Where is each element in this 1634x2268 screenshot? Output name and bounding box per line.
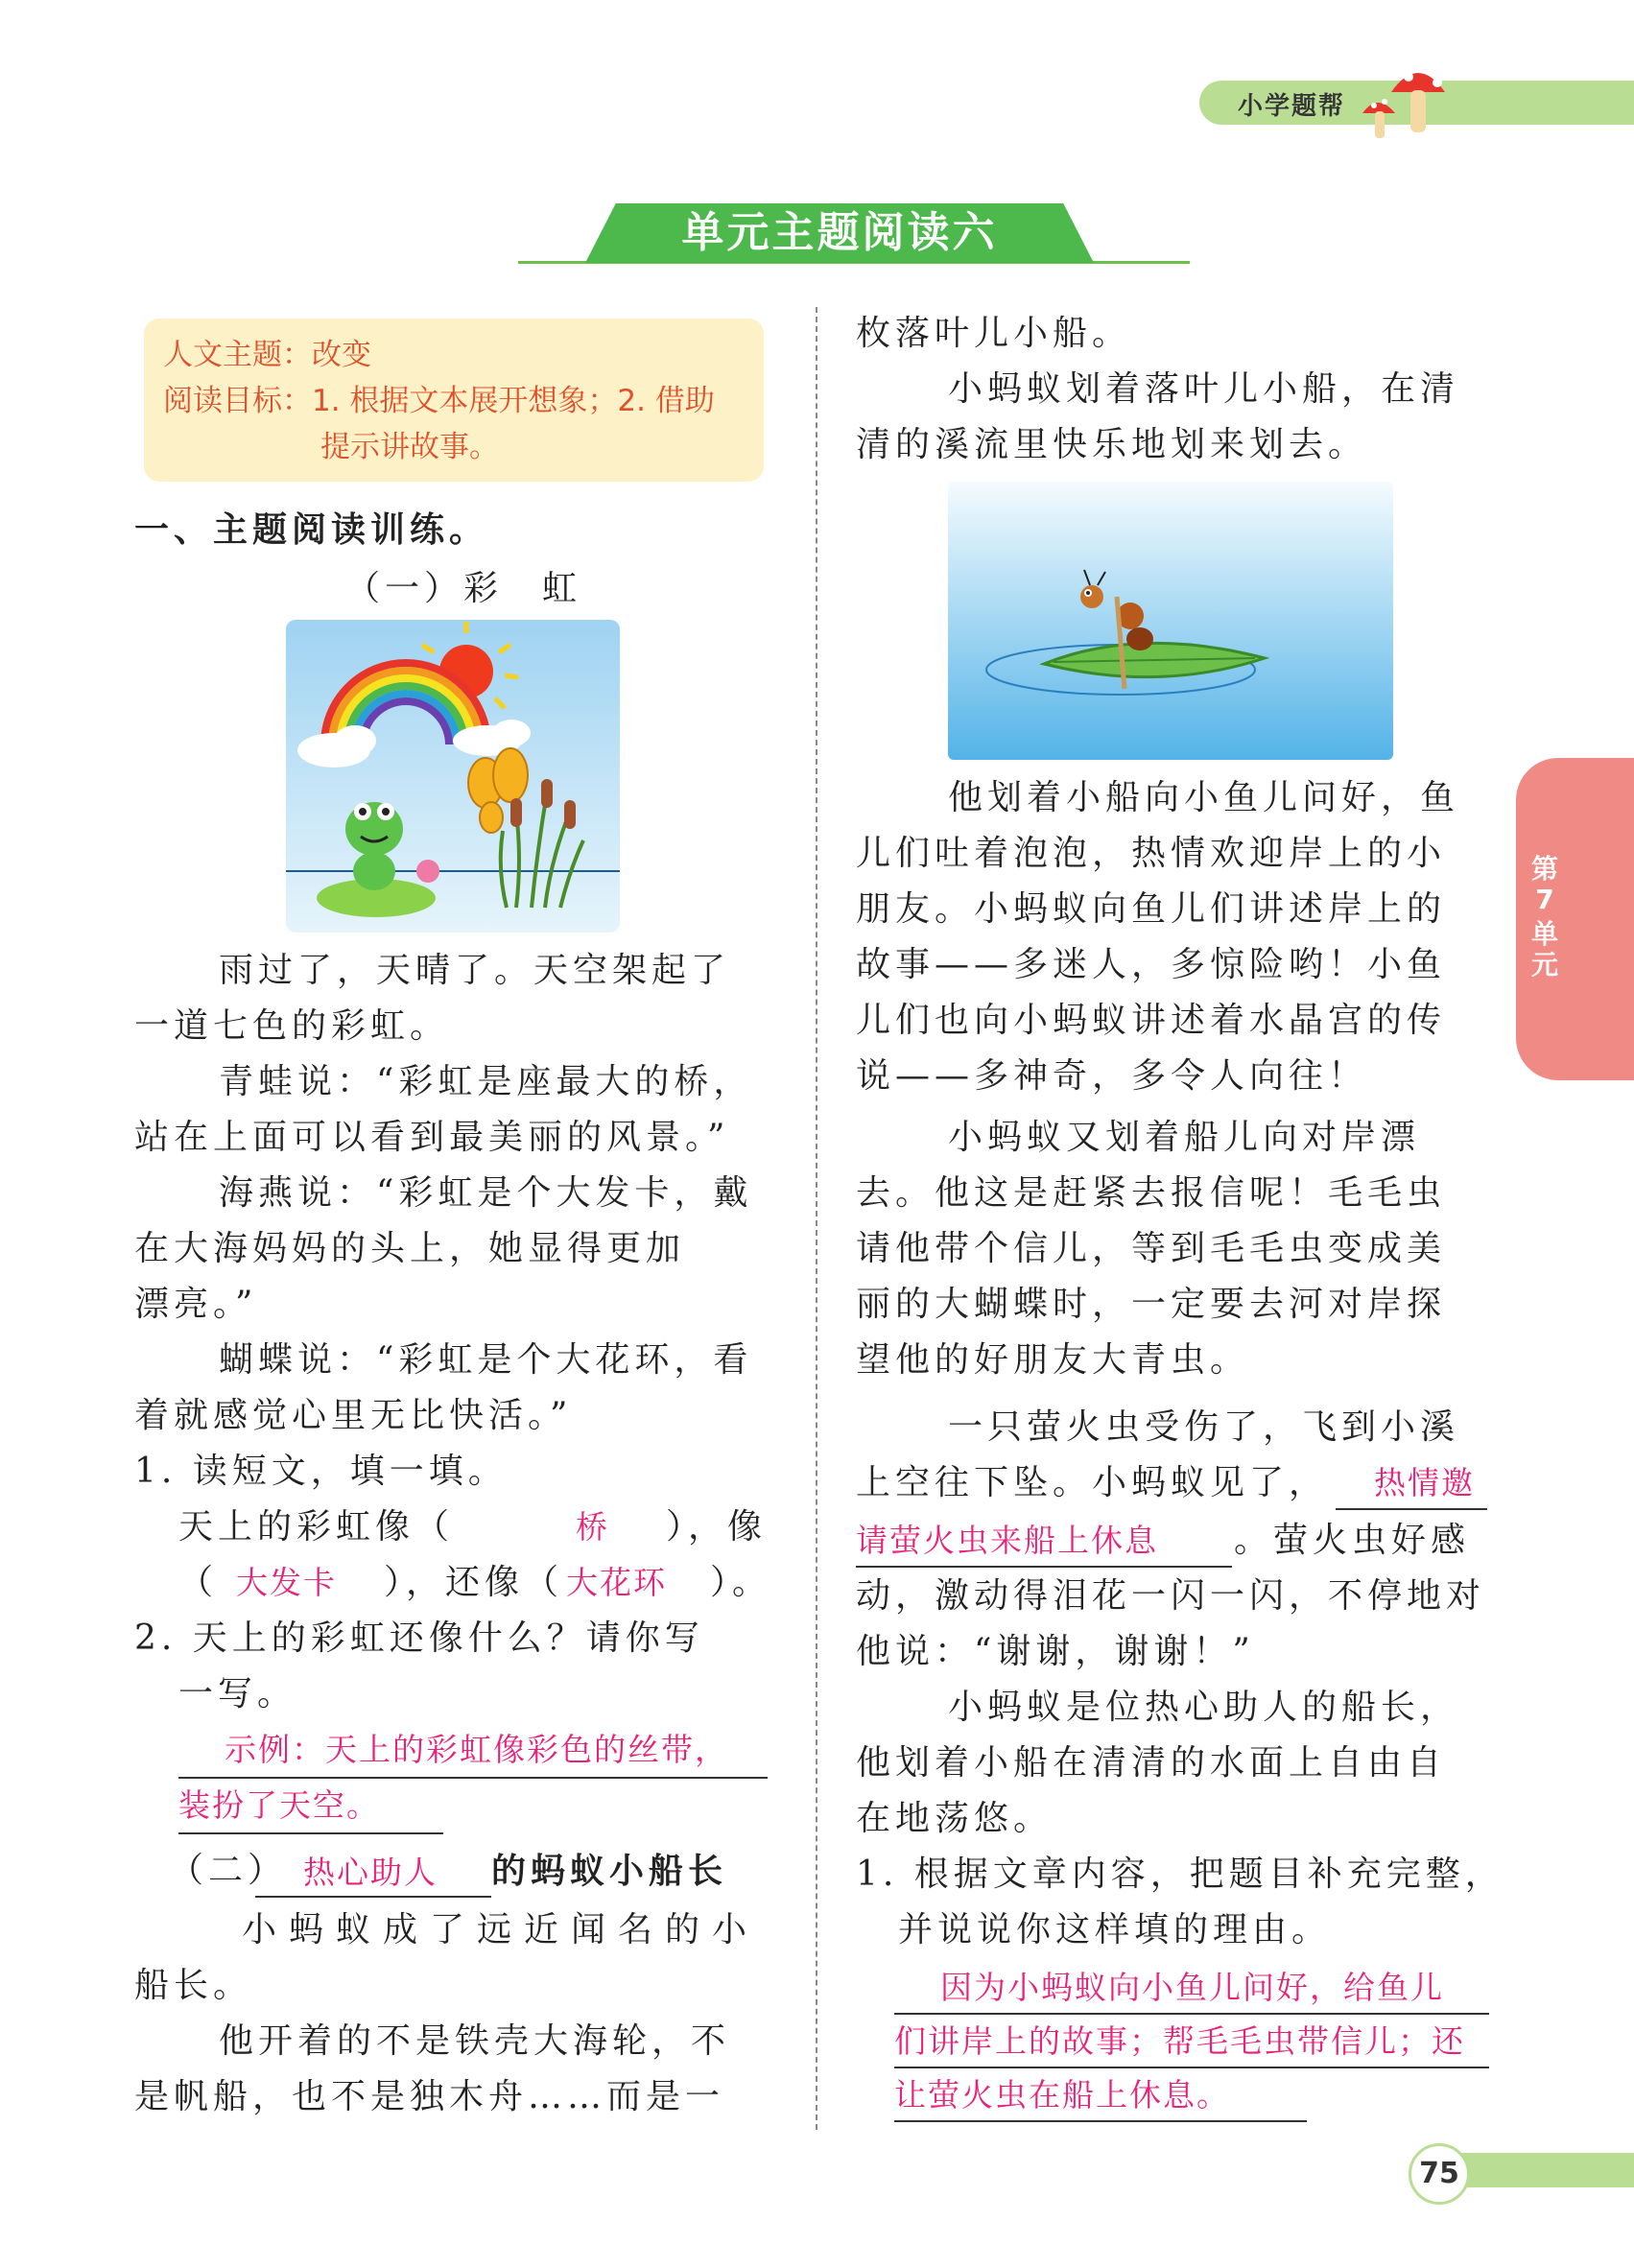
q3-prompt-cont: 并说说你这样填的理由。 xyxy=(898,1910,1332,1949)
p2-line: 望他的好朋友大青虫。 xyxy=(856,1340,1250,1380)
p2-line: 故事——多迷人，多惊险哟！小鱼 xyxy=(856,945,1447,984)
rainbow-illustration xyxy=(286,620,620,933)
q1-answer-3: 大花环 xyxy=(566,1564,667,1601)
firefly-answer-2: 请萤火虫来船上休息 xyxy=(856,1522,1158,1559)
p2-line: 清的溪流里快乐地划来划去。 xyxy=(856,425,1368,464)
answer-underline xyxy=(255,1896,491,1898)
section-heading: 一、主题阅读训练。 xyxy=(134,509,489,550)
p2-line: 一只萤火虫受伤了，飞到小溪 xyxy=(948,1407,1460,1447)
q1-line1-b: ），像 xyxy=(666,1507,768,1547)
p1-line: 海燕说：“彩虹是个大发卡，戴 xyxy=(219,1173,753,1213)
p1-line: 漂亮。” xyxy=(134,1285,258,1324)
answer-underline xyxy=(894,2120,1307,2122)
p1-line: 站在上面可以看到最美丽的风景。” xyxy=(134,1118,730,1157)
p2-line: 说——多神奇，多令人向往！ xyxy=(856,1056,1368,1096)
q3-answer-line1: 因为小蚂蚁向小鱼儿问好，给鱼儿 xyxy=(940,1969,1444,2006)
q1-prompt: 1. 读短文，填一填。 xyxy=(134,1452,508,1491)
firefly-line-b: 。萤火虫好感 xyxy=(1234,1521,1471,1560)
page-title: 单元主题阅读六 xyxy=(681,208,998,257)
p2-line: 小蚂蚁又划着船儿向对岸漂 xyxy=(948,1118,1421,1157)
p2-line: 动，激动得泪花一闪一闪，不停地对 xyxy=(856,1576,1486,1616)
q3-answer-line3: 让萤火虫在船上休息。 xyxy=(894,2076,1230,2114)
p1-line: 蝴蝶说：“彩虹是个大花环，看 xyxy=(219,1340,753,1380)
q2-prompt-cont: 一写。 xyxy=(178,1674,297,1713)
passage2-title-suffix: 的蚂蚁小船长 xyxy=(491,1851,728,1891)
unit-tab-line1: 第7 xyxy=(1530,853,1558,915)
p2-line: 儿们吐着泡泡，热情欢迎岸上的小 xyxy=(856,834,1447,873)
passage1-title: （一）彩 虹 xyxy=(345,569,582,608)
p2-line: 小蚂蚁划着落叶儿小船，在清 xyxy=(948,369,1460,409)
p2-line: 他说：“谢谢，谢谢！” xyxy=(856,1632,1255,1671)
firefly-answer-1: 热情邀 xyxy=(1374,1464,1475,1501)
q3-answer-line2: 们讲岸上的故事；帮毛毛虫带信儿；还 xyxy=(894,2022,1465,2060)
answer-underline xyxy=(856,1566,1232,1568)
q1-line2-b: ），还像（ xyxy=(384,1563,564,1602)
unit-tab-line2: 单元 xyxy=(1530,918,1558,980)
q2-prompt: 2. 天上的彩虹还像什么？请你写 xyxy=(134,1618,704,1658)
passage2-title-prefix: （二） xyxy=(169,1851,288,1890)
goal-text-cont: 提示讲故事。 xyxy=(320,430,499,464)
brand-name: 小学题帮 xyxy=(1238,92,1346,121)
q2-answer-line1: 示例：天上的彩虹像彩色的丝带， xyxy=(225,1731,728,1768)
p2-line: 小蚂蚁成了远近闻名的小 xyxy=(242,1910,760,1949)
answer-underline xyxy=(178,1832,443,1834)
p2-line: 在地荡悠。 xyxy=(856,1799,1054,1838)
p1-line: 青蛙说：“彩虹是座最大的桥， xyxy=(219,1062,753,1101)
page-number: 75 xyxy=(1419,2157,1459,2190)
p2-line: 丽的大蝴蝶时，一定要去河对岸探 xyxy=(856,1285,1447,1324)
p2-line: 他划着小船在清清的水面上自由自 xyxy=(856,1743,1447,1783)
q1-answer-1: 桥 xyxy=(576,1508,609,1546)
column-divider xyxy=(816,307,817,2130)
answer-underline xyxy=(894,2013,1489,2015)
theme-text: 人文主题：改变 xyxy=(163,338,371,372)
answer-underline xyxy=(178,1777,768,1779)
goal-text: 阅读目标：1. 根据文本展开想象；2. 借助 xyxy=(163,384,715,418)
p2-line: 儿们也向小蚂蚁讲述着水晶宫的传 xyxy=(856,1001,1447,1040)
p2-line: 他划着小船向小鱼儿问好，鱼 xyxy=(948,778,1460,817)
ant-boat-illustration xyxy=(948,482,1393,760)
mushroom-icon xyxy=(1353,54,1458,146)
p2-line: 请他带个信儿，等到毛毛虫变成美 xyxy=(856,1229,1447,1268)
answer-underline xyxy=(1336,1508,1487,1510)
answer-underline xyxy=(894,2067,1489,2068)
p2-line: 是帆船，也不是独木舟……而是一 xyxy=(134,2077,725,2116)
q1-line2-c: ）。 xyxy=(710,1563,772,1602)
p2-line: 枚落叶儿小船。 xyxy=(856,314,1132,353)
q1-answer-2: 大发卡 xyxy=(236,1564,337,1601)
p2-line: 朋友。小蚂蚁向鱼儿们讲述岸上的 xyxy=(856,889,1447,929)
p1-line: 着就感觉心里无比快活。” xyxy=(134,1396,573,1435)
p1-line: 雨过了，天晴了。天空架起了 xyxy=(219,951,731,990)
p1-line: 一道七色的彩虹。 xyxy=(134,1006,450,1046)
q1-line2-a: （ xyxy=(178,1563,219,1602)
p2-line: 去。他这是赶紧去报信呢！毛毛虫 xyxy=(856,1173,1447,1213)
p1-line: 在大海妈妈的头上，她显得更加 xyxy=(134,1229,686,1268)
q3-prompt: 1. 根据文章内容，把题目补充完整， xyxy=(856,1855,1504,1894)
p2-line: 他开着的不是铁壳大海轮，不 xyxy=(219,2021,731,2061)
p2-line: 小蚂蚁是位热心助人的船长， xyxy=(948,1688,1460,1727)
q2-answer-line2: 装扮了天空。 xyxy=(178,1786,380,1824)
passage2-title-answer: 热心助人 xyxy=(303,1854,438,1891)
firefly-line-a: 上空往下坠。小蚂蚁见了， xyxy=(856,1463,1329,1502)
p2-line: 船长。 xyxy=(134,1966,253,2005)
q1-line1-a: 天上的彩虹像（ xyxy=(178,1507,455,1547)
